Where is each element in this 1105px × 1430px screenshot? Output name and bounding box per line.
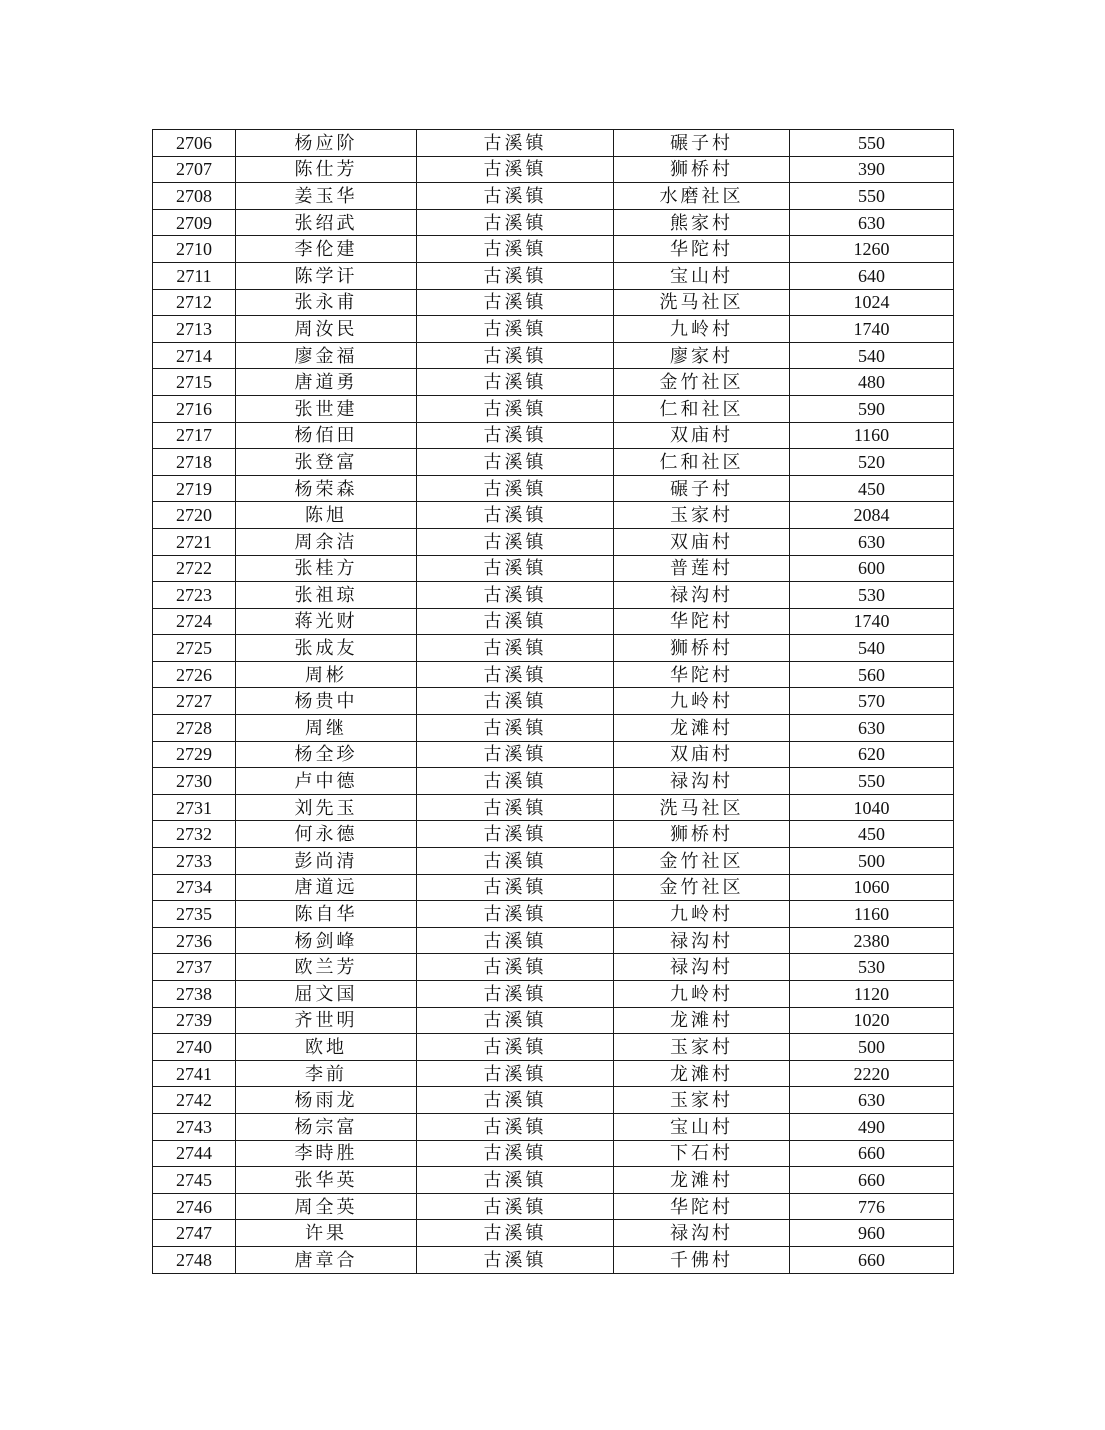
amount-cell: 640 [790,262,954,289]
table-row [153,1060,954,1087]
amount-cell: 450 [790,821,954,848]
serial-number-cell: 2740 [153,1034,236,1061]
village-cell: 禄沟村 [614,768,790,795]
person-name-cell: 彭尚清 [236,848,417,875]
table-row [153,369,954,396]
amount-cell: 550 [790,183,954,210]
table-row [153,954,954,981]
town-cell: 古溪镇 [417,715,614,742]
serial-number-cell: 2723 [153,582,236,609]
amount-cell: 490 [790,1113,954,1140]
person-name-cell: 李伦建 [236,236,417,263]
table-row [153,1193,954,1220]
table-row [153,901,954,928]
village-cell: 仁和社区 [614,449,790,476]
person-name-cell: 杨雨龙 [236,1087,417,1114]
person-name-cell: 陈自华 [236,901,417,928]
person-name-cell: 杨应阶 [236,130,417,157]
table-row [153,156,954,183]
serial-number-cell: 2719 [153,475,236,502]
serial-number-cell: 2748 [153,1246,236,1273]
person-name-cell: 周彬 [236,661,417,688]
amount-cell: 1160 [790,901,954,928]
town-cell: 古溪镇 [417,927,614,954]
table-row [153,475,954,502]
person-name-cell: 欧兰芳 [236,954,417,981]
person-name-cell: 杨全珍 [236,741,417,768]
serial-number-cell: 2729 [153,741,236,768]
village-cell: 九岭村 [614,316,790,343]
serial-number-cell: 2713 [153,316,236,343]
serial-number-cell: 2708 [153,183,236,210]
village-cell: 双庙村 [614,528,790,555]
table-row [153,289,954,316]
serial-number-cell: 2730 [153,768,236,795]
amount-cell: 660 [790,1140,954,1167]
amount-cell: 390 [790,156,954,183]
serial-number-cell: 2733 [153,848,236,875]
amount-cell: 1740 [790,608,954,635]
village-cell: 金竹社区 [614,369,790,396]
person-name-cell: 周继 [236,715,417,742]
roster-table-body [153,130,954,1274]
town-cell: 古溪镇 [417,1220,614,1247]
serial-number-cell: 2725 [153,635,236,662]
table-row [153,183,954,210]
table-row [153,342,954,369]
table-row [153,1140,954,1167]
serial-number-cell: 2734 [153,874,236,901]
table-row [153,741,954,768]
village-cell: 双庙村 [614,422,790,449]
town-cell: 古溪镇 [417,794,614,821]
amount-cell: 570 [790,688,954,715]
amount-cell: 480 [790,369,954,396]
serial-number-cell: 2742 [153,1087,236,1114]
amount-cell: 2084 [790,502,954,529]
amount-cell: 560 [790,661,954,688]
amount-cell: 530 [790,582,954,609]
town-cell: 古溪镇 [417,1193,614,1220]
village-cell: 金竹社区 [614,874,790,901]
village-cell: 九岭村 [614,981,790,1008]
serial-number-cell: 2741 [153,1060,236,1087]
town-cell: 古溪镇 [417,635,614,662]
amount-cell: 630 [790,1087,954,1114]
town-cell: 古溪镇 [417,156,614,183]
person-name-cell: 齐世明 [236,1007,417,1034]
amount-cell: 630 [790,715,954,742]
town-cell: 古溪镇 [417,289,614,316]
village-cell: 龙滩村 [614,715,790,742]
serial-number-cell: 2709 [153,209,236,236]
serial-number-cell: 2743 [153,1113,236,1140]
table-row [153,715,954,742]
town-cell: 古溪镇 [417,555,614,582]
serial-number-cell: 2711 [153,262,236,289]
person-name-cell: 杨剑峰 [236,927,417,954]
table-row [153,1007,954,1034]
serial-number-cell: 2714 [153,342,236,369]
town-cell: 古溪镇 [417,1060,614,1087]
table-row [153,608,954,635]
table-row [153,1034,954,1061]
village-cell: 千佛村 [614,1246,790,1273]
table-row [153,1220,954,1247]
person-name-cell: 杨贵中 [236,688,417,715]
amount-cell: 590 [790,395,954,422]
town-cell: 古溪镇 [417,1087,614,1114]
village-cell: 华陀村 [614,608,790,635]
town-cell: 古溪镇 [417,342,614,369]
village-cell: 九岭村 [614,901,790,928]
amount-cell: 660 [790,1167,954,1194]
town-cell: 古溪镇 [417,395,614,422]
town-cell: 古溪镇 [417,901,614,928]
town-cell: 古溪镇 [417,422,614,449]
table-row [153,1167,954,1194]
amount-cell: 776 [790,1193,954,1220]
table-row [153,821,954,848]
table-row [153,794,954,821]
village-cell: 碾子村 [614,130,790,157]
table-row [153,635,954,662]
table-row [153,209,954,236]
amount-cell: 530 [790,954,954,981]
serial-number-cell: 2717 [153,422,236,449]
town-cell: 古溪镇 [417,209,614,236]
village-cell: 洗马社区 [614,794,790,821]
table-row [153,768,954,795]
town-cell: 古溪镇 [417,369,614,396]
village-cell: 禄沟村 [614,1220,790,1247]
amount-cell: 550 [790,130,954,157]
person-name-cell: 周全英 [236,1193,417,1220]
person-name-cell: 李前 [236,1060,417,1087]
person-name-cell: 陈学讦 [236,262,417,289]
table-row [153,555,954,582]
amount-cell: 540 [790,342,954,369]
village-cell: 禄沟村 [614,927,790,954]
table-row [153,1087,954,1114]
person-name-cell: 刘先玉 [236,794,417,821]
town-cell: 古溪镇 [417,981,614,1008]
serial-number-cell: 2745 [153,1167,236,1194]
town-cell: 古溪镇 [417,954,614,981]
person-name-cell: 张祖琼 [236,582,417,609]
amount-cell: 1020 [790,1007,954,1034]
person-name-cell: 陈旭 [236,502,417,529]
village-cell: 玉家村 [614,1087,790,1114]
serial-number-cell: 2727 [153,688,236,715]
town-cell: 古溪镇 [417,874,614,901]
amount-cell: 500 [790,1034,954,1061]
person-name-cell: 张登富 [236,449,417,476]
table-row [153,130,954,157]
town-cell: 古溪镇 [417,688,614,715]
village-cell: 龙滩村 [614,1007,790,1034]
village-cell: 玉家村 [614,502,790,529]
town-cell: 古溪镇 [417,661,614,688]
table-row [153,395,954,422]
amount-cell: 1024 [790,289,954,316]
town-cell: 古溪镇 [417,608,614,635]
serial-number-cell: 2728 [153,715,236,742]
village-cell: 仁和社区 [614,395,790,422]
person-name-cell: 张永甫 [236,289,417,316]
amount-cell: 1260 [790,236,954,263]
amount-cell: 500 [790,848,954,875]
town-cell: 古溪镇 [417,183,614,210]
town-cell: 古溪镇 [417,582,614,609]
person-name-cell: 唐道远 [236,874,417,901]
person-name-cell: 许果 [236,1220,417,1247]
village-cell: 九岭村 [614,688,790,715]
person-name-cell: 张桂方 [236,555,417,582]
serial-number-cell: 2726 [153,661,236,688]
town-cell: 古溪镇 [417,1167,614,1194]
person-name-cell: 张世建 [236,395,417,422]
amount-cell: 660 [790,1246,954,1273]
town-cell: 古溪镇 [417,1034,614,1061]
town-cell: 古溪镇 [417,1140,614,1167]
town-cell: 古溪镇 [417,741,614,768]
table-row [153,316,954,343]
amount-cell: 520 [790,449,954,476]
amount-cell: 1060 [790,874,954,901]
table-row [153,236,954,263]
amount-cell: 450 [790,475,954,502]
person-name-cell: 陈仕芳 [236,156,417,183]
amount-cell: 1740 [790,316,954,343]
table-row [153,422,954,449]
person-name-cell: 唐道勇 [236,369,417,396]
amount-cell: 2380 [790,927,954,954]
town-cell: 古溪镇 [417,262,614,289]
town-cell: 古溪镇 [417,768,614,795]
town-cell: 古溪镇 [417,449,614,476]
table-row [153,528,954,555]
table-row [153,688,954,715]
person-name-cell: 廖金福 [236,342,417,369]
person-name-cell: 张绍武 [236,209,417,236]
serial-number-cell: 2735 [153,901,236,928]
person-name-cell: 何永德 [236,821,417,848]
person-name-cell: 李時胜 [236,1140,417,1167]
table-row [153,449,954,476]
table-row [153,981,954,1008]
village-cell: 禄沟村 [614,954,790,981]
village-cell: 廖家村 [614,342,790,369]
village-cell: 洗马社区 [614,289,790,316]
village-cell: 下石村 [614,1140,790,1167]
amount-cell: 1160 [790,422,954,449]
town-cell: 古溪镇 [417,236,614,263]
serial-number-cell: 2707 [153,156,236,183]
village-cell: 玉家村 [614,1034,790,1061]
village-cell: 碾子村 [614,475,790,502]
serial-number-cell: 2718 [153,449,236,476]
town-cell: 古溪镇 [417,316,614,343]
person-name-cell: 蒋光财 [236,608,417,635]
village-cell: 狮桥村 [614,635,790,662]
person-name-cell: 欧地 [236,1034,417,1061]
amount-cell: 1040 [790,794,954,821]
serial-number-cell: 2724 [153,608,236,635]
person-name-cell: 杨宗富 [236,1113,417,1140]
village-cell: 禄沟村 [614,582,790,609]
village-cell: 宝山村 [614,1113,790,1140]
person-name-cell: 杨佰田 [236,422,417,449]
amount-cell: 630 [790,209,954,236]
town-cell: 古溪镇 [417,821,614,848]
serial-number-cell: 2744 [153,1140,236,1167]
serial-number-cell: 2736 [153,927,236,954]
village-cell: 水磨社区 [614,183,790,210]
village-cell: 狮桥村 [614,156,790,183]
serial-number-cell: 2722 [153,555,236,582]
serial-number-cell: 2710 [153,236,236,263]
amount-cell: 1120 [790,981,954,1008]
person-name-cell: 张成友 [236,635,417,662]
serial-number-cell: 2732 [153,821,236,848]
town-cell: 古溪镇 [417,502,614,529]
table-row [153,1246,954,1273]
person-name-cell: 杨荣森 [236,475,417,502]
person-name-cell: 唐章合 [236,1246,417,1273]
person-name-cell: 姜玉华 [236,183,417,210]
town-cell: 古溪镇 [417,848,614,875]
serial-number-cell: 2746 [153,1193,236,1220]
serial-number-cell: 2721 [153,528,236,555]
person-name-cell: 张华英 [236,1167,417,1194]
table-row [153,502,954,529]
village-cell: 熊家村 [614,209,790,236]
amount-cell: 600 [790,555,954,582]
serial-number-cell: 2715 [153,369,236,396]
town-cell: 古溪镇 [417,475,614,502]
village-cell: 华陀村 [614,1193,790,1220]
village-cell: 龙滩村 [614,1060,790,1087]
town-cell: 古溪镇 [417,528,614,555]
serial-number-cell: 2737 [153,954,236,981]
table-row [153,927,954,954]
town-cell: 古溪镇 [417,1246,614,1273]
person-name-cell: 屈文国 [236,981,417,1008]
amount-cell: 540 [790,635,954,662]
village-cell: 普莲村 [614,555,790,582]
amount-cell: 550 [790,768,954,795]
serial-number-cell: 2716 [153,395,236,422]
village-cell: 双庙村 [614,741,790,768]
village-cell: 龙滩村 [614,1167,790,1194]
person-name-cell: 周汝民 [236,316,417,343]
serial-number-cell: 2738 [153,981,236,1008]
serial-number-cell: 2712 [153,289,236,316]
serial-number-cell: 2747 [153,1220,236,1247]
amount-cell: 960 [790,1220,954,1247]
amount-cell: 620 [790,741,954,768]
village-cell: 狮桥村 [614,821,790,848]
serial-number-cell: 2739 [153,1007,236,1034]
table-row [153,661,954,688]
town-cell: 古溪镇 [417,1007,614,1034]
village-cell: 华陀村 [614,661,790,688]
town-cell: 古溪镇 [417,130,614,157]
person-name-cell: 周余洁 [236,528,417,555]
amount-cell: 630 [790,528,954,555]
serial-number-cell: 2706 [153,130,236,157]
village-cell: 金竹社区 [614,848,790,875]
table-row [153,1113,954,1140]
amount-cell: 2220 [790,1060,954,1087]
person-name-cell: 卢中德 [236,768,417,795]
village-cell: 华陀村 [614,236,790,263]
table-row [153,582,954,609]
table-row [153,874,954,901]
table-row [153,848,954,875]
village-cell: 宝山村 [614,262,790,289]
serial-number-cell: 2731 [153,794,236,821]
town-cell: 古溪镇 [417,1113,614,1140]
roster-table [152,129,954,1274]
table-row [153,262,954,289]
serial-number-cell: 2720 [153,502,236,529]
